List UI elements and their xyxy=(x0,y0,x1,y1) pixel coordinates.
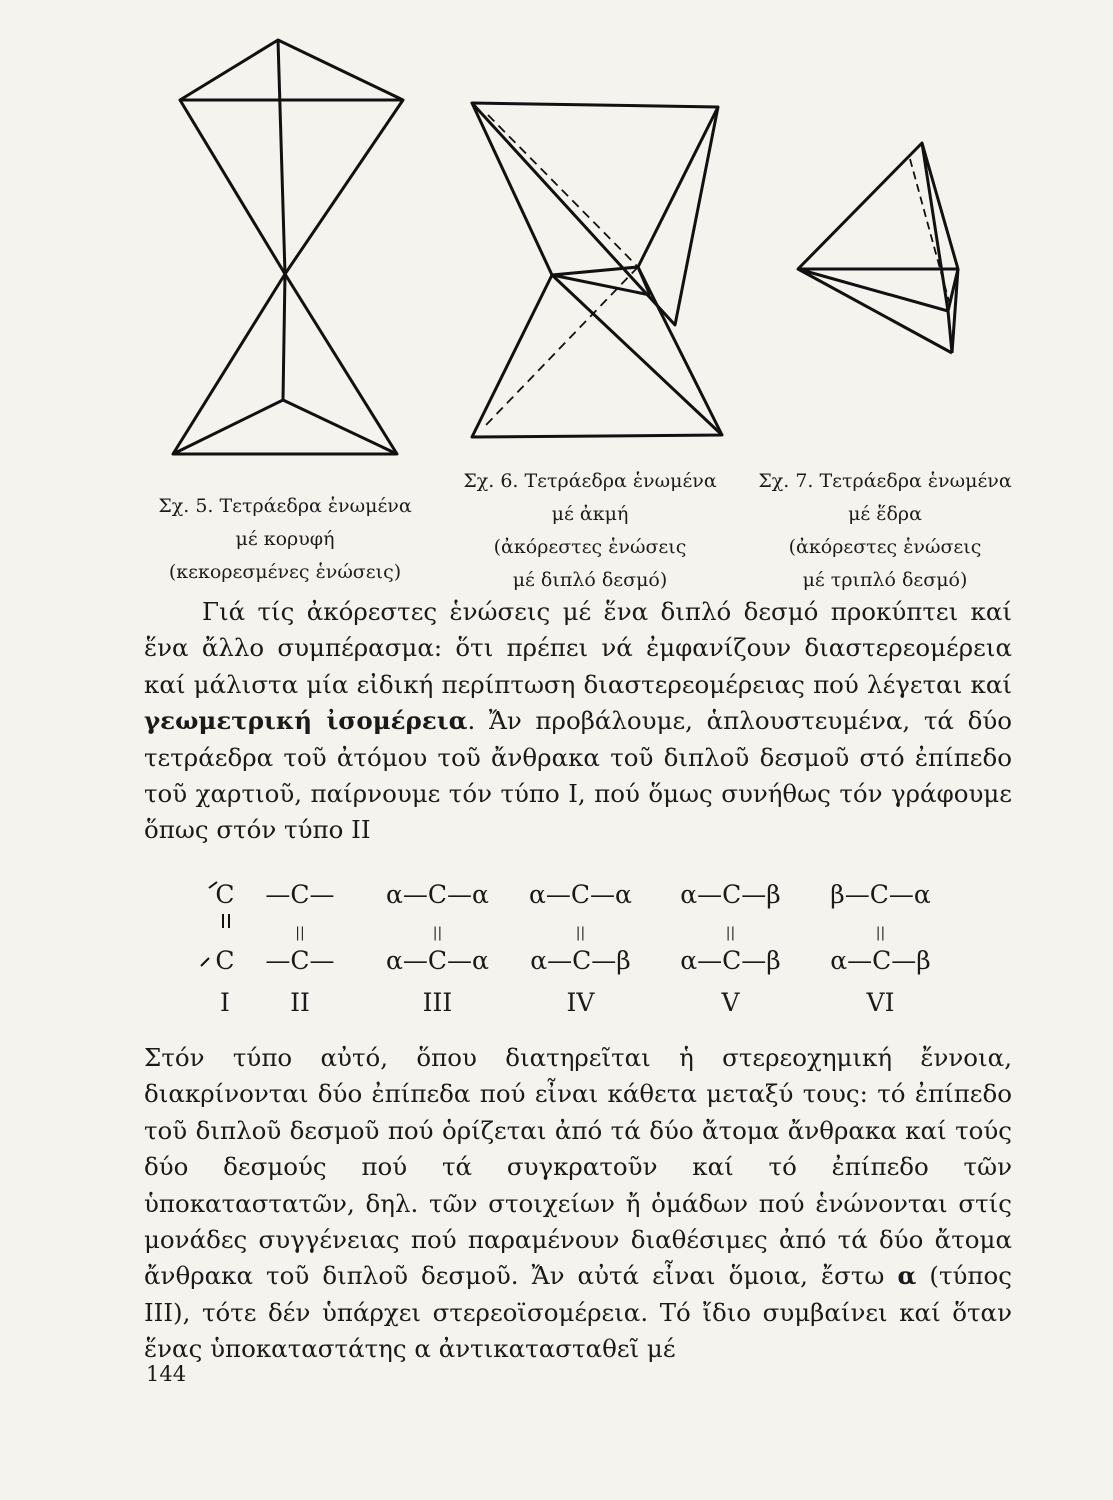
figure-7-caption xyxy=(740,465,1030,597)
formula-label: I xyxy=(220,988,230,1017)
formula-top: —C— xyxy=(265,880,335,909)
paragraph-text: (τύπος ΙΙΙ), τότε δέν ὑπάρχει στερεοϊσομέρεια. Τό ἴδιο συμβαίνει καί ὅταν ἕνας ὑποκαταστάτης α ἀντικατασταθεῖ μέ xyxy=(144,1261,1012,1364)
formula-III xyxy=(380,878,495,1017)
double-bond: || xyxy=(295,925,305,941)
figure-6-caption xyxy=(445,465,735,597)
figure-6-tetrahedra-edge xyxy=(460,95,730,460)
paragraph-text: Στόν τύπο αὐτό, ὅπου διατηρεῖται ἡ στερεοχημική ἔννοια, διακρίνονται δύο ἐπίπεδα πού εἶναι κάθετα μεταξύ τους: τό ἐπίπεδο τοῦ διπλοῦ δεσμοῦ πού ὁρίζεται ἀπό τά δύο ἄτομα ἄνθρακα καί τούς δύο δεσμούς πού τά συγκρατοῦν καί τό ἐπίπεδο τῶν ὑποκαταστατῶν, δηλ. τῶν στοιχείων ἤ ὁμάδων πού ἑνώνονται στίς μονάδες συγγένειας πού παραμένουν διαθέσιμες ἀπό τά δύο ἄτομα ἄνθρακα τοῦ διπλοῦ δεσμοῦ. Ἄν αὐτά εἶναι ὅμοια, ἔστω xyxy=(144,1043,1012,1291)
figure-5-caption xyxy=(140,490,430,589)
body-paragraph-2 xyxy=(144,1040,1012,1368)
formula-top: α—C—β xyxy=(680,880,781,909)
caption-line: μέ κορυφή xyxy=(235,528,335,550)
double-bond: || xyxy=(875,925,886,941)
structural-formulas xyxy=(195,878,975,1028)
formula-label: III xyxy=(422,988,453,1017)
caption-line: Σχ. 5. Τετράεδρα ἑνωμένα xyxy=(158,495,412,517)
formula-II xyxy=(255,878,345,1017)
double-bond: || xyxy=(432,925,443,941)
body-paragraph-1 xyxy=(144,594,1012,849)
figure-5-tetrahedra-vertex xyxy=(165,30,415,465)
figure-7-tetrahedra-face xyxy=(790,135,970,360)
figure-5-drawing xyxy=(165,30,415,465)
formula-I xyxy=(195,878,255,1017)
formula-V xyxy=(673,878,788,1017)
term-geometric-isomerism: γεωμετρική ἰσομέρεια xyxy=(144,706,468,736)
formula-top: α—C—α xyxy=(386,880,489,909)
formula-bottom: α—C—α xyxy=(386,946,489,975)
formula-VI xyxy=(823,878,938,1017)
formula-I-bonds xyxy=(195,878,255,978)
formula-top: β—C—α xyxy=(830,880,931,909)
formula-label: II xyxy=(290,988,310,1017)
term-substituent-alpha: α xyxy=(897,1261,917,1291)
caption-line: μέ διπλό δεσμό) xyxy=(512,569,668,591)
caption-line: Σχ. 7. Τετράεδρα ἑνωμένα xyxy=(758,470,1012,492)
formula-bottom: α—C—β xyxy=(830,946,931,975)
formula-label: VI xyxy=(866,988,895,1017)
paragraph-text: Γιά τίς ἀκόρεστες ἑνώσεις μέ ἕνα διπλό δεσμό προκύπτει καί ἕνα ἄλλο συμπέρασμα: ὅτι πρέπει νά ἐμφανίζουν διαστερεομέρεια καί μάλιστα μία εἰδική περίπτωση διαστερεομέρειας πού λέγεται καί xyxy=(144,597,1012,699)
caption-line: μέ ἀκμή xyxy=(551,503,629,525)
formula-label: IV xyxy=(566,988,595,1017)
caption-line: μέ τριπλό δεσμό) xyxy=(802,569,968,591)
paragraph-text: . Ἄν προβάλουμε, ἁπλουστευμένα, τά δύο τετράεδρα τοῦ ἀτόμου τοῦ ἄνθρακα τοῦ διπλοῦ δεσμοῦ στό ἐπίπεδο τοῦ χαρτιοῦ, παίρνουμε τόν τύπο Ι, πού ὅμως συνήθως τόν γράφουμε ὅπως στόν τύπο ΙΙ xyxy=(144,706,1012,845)
caption-line: (ἀκόρεστες ἑνώσεις xyxy=(788,536,982,558)
caption-line: (ἀκόρεστες ἑνώσεις xyxy=(493,536,687,558)
caption-line: μέ ἕδρα xyxy=(848,503,922,525)
formula-bottom: —C— xyxy=(265,946,335,975)
formula-top: α—C—α xyxy=(529,880,632,909)
figure-7-drawing xyxy=(790,135,970,360)
page-number: 144 xyxy=(146,1362,187,1386)
caption-line: Σχ. 6. Τετράεδρα ἑνωμένα xyxy=(463,470,717,492)
formula-bottom: C xyxy=(215,946,235,975)
caption-line: (κεκορεσμένες ἑνώσεις) xyxy=(168,561,402,583)
figure-6-drawing xyxy=(460,95,730,460)
formula-top: C xyxy=(215,880,235,909)
formula-IV xyxy=(523,878,638,1017)
formula-bottom: α—C—β xyxy=(530,946,631,975)
double-bond: || xyxy=(575,925,586,941)
formula-bottom: α—C—β xyxy=(680,946,781,975)
formula-label: V xyxy=(721,988,740,1017)
double-bond: || xyxy=(725,925,736,941)
